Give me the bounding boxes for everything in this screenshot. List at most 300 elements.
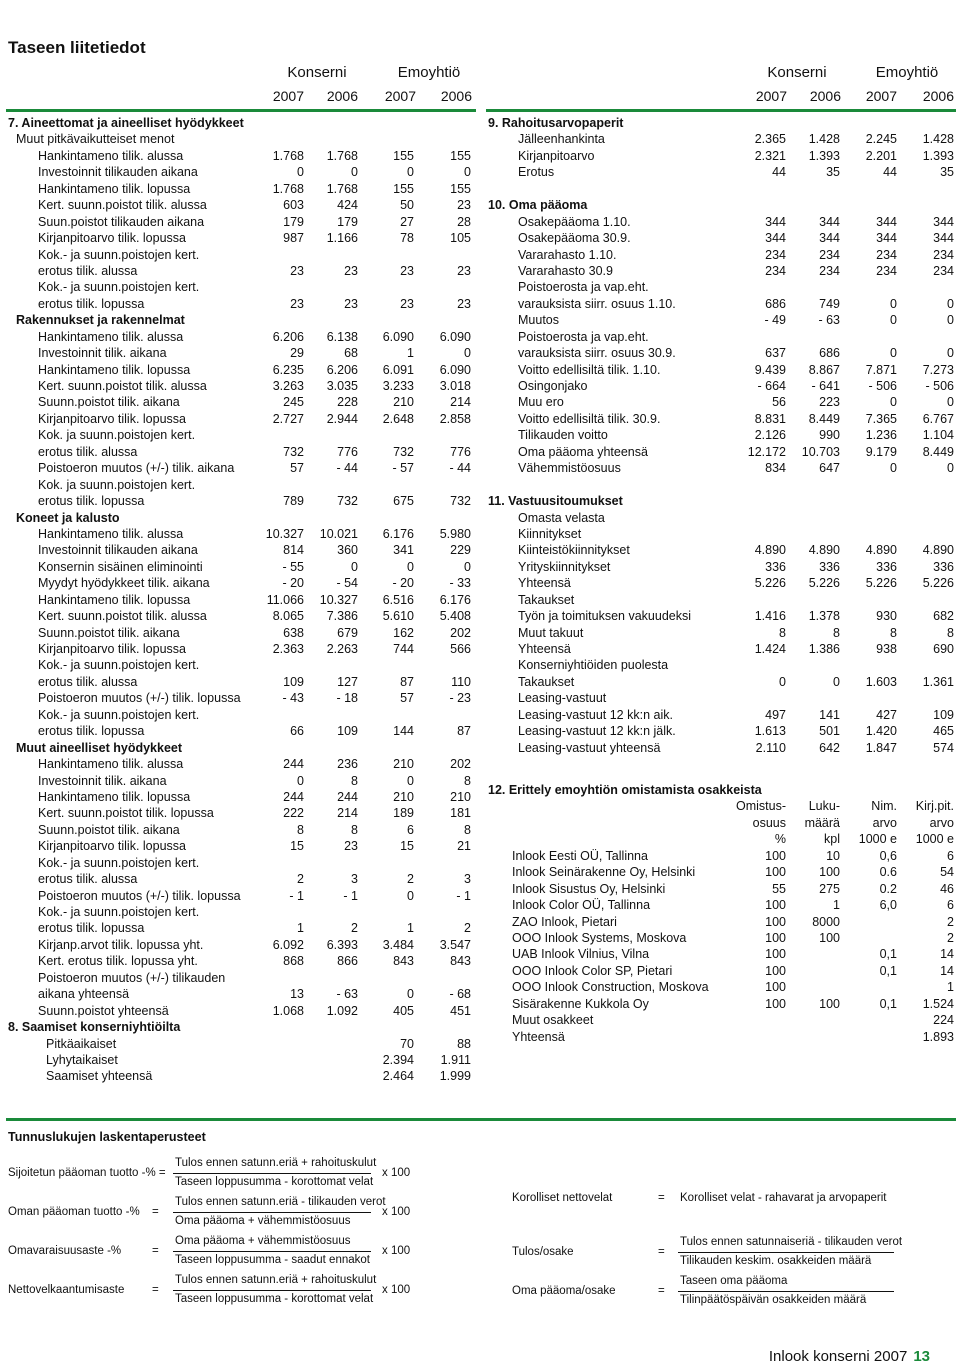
table-row (488, 444, 958, 460)
cell-value: 1.999 (439, 1069, 471, 1084)
section-heading-row (488, 197, 958, 213)
row-label: Kert. suunn.poistot tilik. alussa (38, 198, 207, 213)
cell-value: 1.386 (808, 642, 840, 656)
cell-value: 210 (393, 395, 414, 410)
cell-value: 275 (819, 881, 840, 896)
table-row (488, 707, 958, 723)
cell-value: 223 (819, 395, 840, 410)
table-row (8, 657, 478, 673)
cell-value: 0 (351, 559, 358, 574)
cell-value: 44 (772, 165, 786, 180)
row-label: Vararahasto 30.9 (518, 263, 613, 278)
table-row (488, 963, 958, 979)
fraction-line (173, 1173, 371, 1174)
cell-value: 6,0 (879, 898, 897, 913)
table-row (8, 970, 478, 986)
cell-value: 3.233 (382, 379, 414, 393)
cell-value: 6.516 (382, 592, 414, 607)
cell-value: 1.768 (272, 148, 304, 163)
fraction-line (173, 1212, 371, 1213)
year-header: 2007 (272, 88, 304, 104)
formulas-title: Tunnuslukujen laskentaperusteet (8, 1130, 206, 1144)
table-row (8, 953, 478, 969)
cell-value: 12.172 (747, 444, 786, 459)
row-label: Investoinnit tilik. aikana (38, 773, 167, 788)
formula-rule (6, 1118, 956, 1121)
section-heading: 10. Oma pääoma (488, 198, 588, 213)
cell-value: 732 (393, 444, 414, 459)
cell-value: 54 (940, 865, 954, 880)
table-row (8, 575, 478, 591)
cell-value: 0 (351, 165, 358, 180)
row-label: Hankintameno tilik. lopussa (38, 789, 191, 804)
row-label: Poistoeron muutos (+/-) tilik. aikana (38, 461, 235, 476)
row-label: Poistoerosta ja vap.eht. (518, 280, 649, 295)
cell-value: 690 (933, 642, 954, 656)
formula-denominator: Taseen loppusumma - korottomat velat (175, 1176, 374, 1188)
cell-value: - 55 (282, 559, 304, 574)
cell-value: 8 (890, 625, 897, 640)
row-label: Työn ja toimituksen vakuudeksi (518, 609, 692, 624)
cell-value: 100 (765, 848, 786, 863)
cell-value: 8.831 (754, 411, 786, 426)
cell-value: 2.648 (382, 411, 414, 426)
row-label: Kok.- ja suunn.poistojen kert. (38, 658, 200, 673)
cell-value: 0 (407, 559, 414, 574)
formula-denominator: Oma pääoma + vähemmistöosuus (175, 1215, 351, 1227)
cell-value: 228 (337, 395, 358, 410)
row-label: OOO Inlook Systems, Moskova (512, 930, 687, 945)
table-row (8, 1068, 478, 1084)
table-row (8, 690, 478, 706)
formula-name: Korolliset nettovelat (512, 1192, 613, 1204)
row-label: Hankintameno tilik. lopussa (38, 592, 191, 607)
row-label: Takaukset (518, 592, 575, 607)
cell-value: 843 (450, 954, 471, 969)
cell-value: 155 (450, 148, 471, 163)
cell-value: 6.090 (382, 329, 414, 344)
cell-value: - 1 (289, 888, 304, 903)
cell-value: 8 (464, 773, 471, 788)
formula-numerator: Tulos ennen satunn.eriä + rahoituskulut (175, 1157, 377, 1169)
table-row (488, 946, 958, 962)
row-label: Konserniyhtiöiden puolesta (518, 658, 669, 673)
cell-value: 0.6 (879, 865, 897, 880)
cell-value: 405 (393, 1003, 414, 1018)
cell-value: 1.613 (754, 724, 786, 739)
cell-value: 0 (947, 313, 954, 328)
cell-value: 23 (344, 839, 358, 854)
cell-value: 2.464 (382, 1069, 414, 1084)
row-label: erotus tilik. alussa (38, 674, 138, 689)
cell-value: 675 (393, 494, 414, 509)
cell-value: 990 (819, 428, 840, 443)
cell-value: 647 (819, 461, 840, 476)
table-row (8, 608, 478, 624)
row-label: Suunn.poistot tilik. aikana (38, 625, 180, 640)
row-label: erotus tilik. alussa (38, 263, 138, 278)
formula-multiplier: x 100 (382, 1245, 411, 1257)
cell-value: 3.018 (439, 379, 471, 393)
cell-value: 244 (283, 757, 304, 772)
cell-value: 1.420 (865, 724, 897, 739)
cell-value: 0 (947, 346, 954, 361)
formula-equals: = (658, 1192, 665, 1204)
row-label: Saamiset yhteensä (46, 1069, 153, 1084)
cell-value: 100 (765, 947, 786, 962)
cell-value: 6.138 (326, 329, 358, 344)
shares-table (488, 782, 958, 1045)
formula-equals: = (152, 1284, 159, 1296)
table-row (488, 1012, 958, 1028)
section-heading-row (488, 115, 958, 131)
row-label: erotus tilik. lopussa (38, 494, 145, 509)
table-row (488, 526, 958, 542)
cell-value: 3.547 (439, 937, 471, 952)
cell-value: 4.890 (808, 543, 840, 558)
header-rule (6, 109, 476, 112)
cell-value: 0 (464, 165, 471, 180)
row-label: Yhteensä (518, 576, 571, 591)
row-label: Hankintameno tilik. alussa (38, 148, 184, 163)
cell-value: 930 (876, 609, 897, 624)
cell-value: 4.890 (754, 543, 786, 558)
section-heading-row (488, 493, 958, 509)
row-label: Muut osakkeet (512, 1013, 594, 1028)
cell-value: 1.166 (326, 231, 358, 246)
fraction-line (678, 1252, 894, 1253)
table-row (8, 477, 478, 493)
cell-value: 344 (819, 231, 840, 246)
cell-value: - 664 (757, 379, 786, 393)
formula-equals: = (658, 1285, 665, 1297)
group-header-konserni: Konserni (287, 64, 347, 81)
cell-value: 109 (933, 707, 954, 722)
cell-value: 8.065 (272, 609, 304, 624)
cell-value: 1.428 (922, 132, 954, 147)
section-heading-row (8, 115, 478, 131)
cell-value: 0 (407, 165, 414, 180)
cell-value: 210 (450, 789, 471, 804)
cell-value: 6 (947, 898, 954, 913)
table-row (8, 805, 478, 821)
section-heading: 7. Aineettomat ja aineelliset hyödykkeet (8, 116, 244, 130)
table-row (8, 789, 478, 805)
formula-numerator: Oma pääoma + vähemmistöosuus (175, 1235, 351, 1247)
cell-value: 245 (283, 395, 304, 410)
row-label: erotus tilik. lopussa (38, 296, 145, 311)
cell-value: 1.768 (272, 181, 304, 196)
cell-value: 105 (450, 231, 471, 246)
cell-value: 236 (337, 757, 358, 772)
table-row (488, 625, 958, 641)
table-row (488, 460, 958, 476)
formula-equals: = (658, 1246, 665, 1258)
row-label: OOO Inlook Color SP, Pietari (512, 963, 673, 978)
table-row (488, 411, 958, 427)
cell-value: 344 (933, 231, 954, 246)
group-header-emoyhtio: Emoyhtiö (397, 64, 461, 81)
cell-value: 21 (457, 839, 471, 854)
section-heading-row (8, 312, 478, 328)
cell-value: 1.524 (922, 996, 954, 1011)
row-label: aikana yhteensä (38, 987, 130, 1002)
formula-multiplier: x 100 (382, 1206, 411, 1218)
table-row (488, 230, 958, 246)
left-table (8, 115, 478, 1085)
row-label: Kirjanpitoarvo tilik. lopussa (38, 642, 186, 656)
row-label: Muutos (518, 313, 559, 328)
cell-value: 66 (290, 724, 304, 739)
row-label: Kok.- ja suunn.poistojen kert. (38, 905, 200, 919)
table-row (8, 756, 478, 772)
table-row (488, 723, 958, 739)
cell-value: 2.126 (754, 428, 786, 443)
formula-name: Tulos/osake (512, 1246, 574, 1258)
row-label: Kok. ja suunn.poistojen kert. (38, 428, 196, 443)
row-label: Osingonjako (518, 379, 588, 393)
formula-text: Korolliset velat - rahavarat ja arvopaperit (680, 1192, 887, 1204)
row-label: Leasing-vastuut 12 kk:n jälk. (518, 724, 676, 739)
table-row (8, 674, 478, 690)
cell-value: 8 (947, 625, 954, 640)
cell-value: 1.428 (808, 132, 840, 147)
cell-value: 637 (765, 346, 786, 361)
formula-multiplier: x 100 (382, 1167, 411, 1179)
cell-value: 0 (464, 346, 471, 361)
cell-value: 344 (765, 231, 786, 246)
cell-value: 1 (407, 921, 414, 936)
cell-value: 0 (297, 165, 304, 180)
cell-value: 10 (826, 848, 840, 863)
cell-value: 202 (450, 625, 471, 640)
cell-value: 6 (407, 822, 414, 837)
table-row (8, 542, 478, 558)
column-header: 1000 e (858, 832, 897, 847)
cell-value: 100 (765, 865, 786, 880)
cell-value: 55 (772, 881, 786, 896)
cell-value: 214 (450, 395, 471, 410)
cell-value: 100 (819, 865, 840, 880)
cell-value: 234 (933, 247, 954, 262)
table-row (8, 773, 478, 789)
row-label: Hankintameno tilik. alussa (38, 329, 184, 344)
cell-value: 2 (947, 914, 954, 929)
cell-value: 7.273 (922, 362, 954, 377)
row-label: Voitto edellisiltä tilik. 30.9. (518, 411, 661, 426)
cell-value: - 57 (392, 461, 414, 476)
column-header-row (488, 798, 958, 814)
section-heading: 9. Rahoitusarvopaperit (488, 116, 624, 130)
table-row (8, 723, 478, 739)
cell-value: 1.068 (272, 1003, 304, 1018)
table-row (8, 263, 478, 279)
row-label: Jälleenhankinta (518, 132, 605, 147)
row-label: Inlook Eesti OÜ, Tallinna (512, 848, 648, 863)
cell-value: 8.449 (808, 411, 840, 426)
cell-value: 3.484 (382, 937, 414, 952)
cell-value: 1.236 (865, 428, 897, 443)
formula-numerator: Tulos ennen satunn.eriä + rahoituskulut (175, 1274, 377, 1286)
row-label: Kert. erotus tilik. lopussa yht. (38, 954, 198, 969)
row-label: Kirjanp.arvot tilik. lopussa yht. (38, 937, 204, 952)
row-label: Kok.- ja suunn.poistojen kert. (38, 855, 200, 870)
row-label: Konsernin sisäinen eliminointi (38, 559, 203, 574)
row-label: Suunn.poistot yhteensä (38, 1003, 169, 1018)
cell-value: 0 (947, 395, 954, 410)
cell-value: - 506 (925, 379, 954, 393)
table-row (488, 279, 958, 295)
cell-value: 0 (297, 773, 304, 788)
cell-value: 23 (457, 263, 471, 278)
cell-value: 1.768 (326, 181, 358, 196)
cell-value: 5.226 (754, 576, 786, 591)
formula-denominator: Tilinpäätöspäivän osakkeiden määrä (680, 1294, 867, 1306)
cell-value: 360 (337, 543, 358, 558)
table-row (8, 279, 478, 295)
row-label: Muu ero (518, 395, 564, 410)
cell-value: 7.386 (326, 609, 358, 624)
cell-value: - 506 (868, 379, 897, 393)
cell-value: 11.066 (266, 592, 304, 607)
formula-name: Omavaraisuusaste -% (8, 1245, 122, 1257)
table-row (488, 641, 958, 657)
cell-value: 234 (876, 247, 897, 262)
table-row (8, 493, 478, 509)
table-row (488, 930, 958, 946)
row-label: Hankintameno tilik. alussa (38, 757, 184, 772)
row-label: Kok.- ja suunn.poistojen kert. (38, 707, 200, 722)
section-heading: 11. Vastuusitoumukset (488, 494, 623, 509)
cell-value: 1.768 (326, 148, 358, 163)
cell-value: 78 (400, 231, 414, 246)
cell-value: 214 (337, 806, 358, 821)
table-row (488, 542, 958, 558)
table-row (8, 920, 478, 936)
footer-text: Inlook konserni 2007 (768, 1348, 908, 1365)
cell-value: 23 (457, 296, 471, 311)
cell-value: 5.226 (922, 576, 954, 591)
row-label: Hankintameno tilik. lopussa (38, 362, 191, 377)
cell-value: 2 (407, 872, 414, 887)
table-row (488, 329, 958, 345)
cell-value: 1 (407, 346, 414, 361)
formula-numerator: Tulos ennen satunnaiseriä - tilikauden verot (680, 1236, 903, 1248)
cell-value: 0 (464, 559, 471, 574)
row-label: Kirjanpitoarvo (518, 148, 595, 163)
section-heading-row (8, 1019, 478, 1035)
cell-value: 1.378 (808, 609, 840, 624)
row-label: Inlook Sisustus Oy, Helsinki (512, 881, 666, 896)
column-header: Luku- (808, 799, 840, 814)
cell-value: 1.393 (922, 148, 954, 163)
cell-value: 843 (393, 954, 414, 969)
cell-value: 1.847 (865, 740, 897, 755)
row-label: Kok.- ja suunn.poistojen kert. (38, 280, 200, 295)
cell-value: 23 (344, 263, 358, 278)
cell-value: 0,6 (879, 848, 897, 863)
row-label: Pitkäaikaiset (46, 1036, 117, 1051)
row-label: Leasing-vastuut yhteensä (518, 740, 661, 755)
cell-value: 8.449 (922, 444, 954, 459)
table-row (488, 864, 958, 880)
cell-value: 2.858 (439, 411, 471, 426)
cell-value: 229 (450, 543, 471, 558)
cell-value: - 43 (282, 691, 304, 706)
cell-value: 603 (283, 198, 304, 213)
row-label: Investoinnit tilik. aikana (38, 346, 167, 361)
row-label: Osakepääoma 1.10. (518, 214, 631, 229)
row-label: Kirjanpitoarvo tilik. lopussa (38, 231, 186, 246)
cell-value: 23 (290, 263, 304, 278)
year-header: 2006 (809, 88, 841, 104)
cell-value: 162 (393, 625, 414, 640)
cell-value: - 1 (456, 888, 471, 903)
cell-value: - 63 (336, 987, 358, 1002)
cell-value: 46 (940, 881, 954, 896)
cell-value: 5.226 (808, 576, 840, 591)
cell-value: 57 (290, 461, 304, 476)
cell-value: 15 (400, 839, 414, 854)
cell-value: 8 (779, 625, 786, 640)
cell-value: 210 (393, 757, 414, 772)
row-label: varauksista siirr. osuus 1.10. (518, 296, 676, 311)
cell-value: - 54 (336, 576, 358, 591)
cell-value: 336 (765, 559, 786, 574)
row-label: Investoinnit tilikauden aikana (38, 165, 198, 180)
cell-value: 88 (457, 1036, 471, 1051)
column-header-row (488, 831, 958, 847)
table-row (8, 427, 478, 443)
cell-value: 6.767 (922, 411, 954, 426)
row-label: erotus tilik. alussa (38, 872, 138, 887)
row-label: Oma pääoma yhteensä (518, 444, 648, 459)
cell-value: 1.092 (326, 1003, 358, 1018)
cell-value: 0,1 (879, 947, 897, 962)
year-header: 2006 (440, 88, 472, 104)
table-row (488, 394, 958, 410)
table-row (8, 378, 478, 394)
row-label: Muut takuut (518, 625, 584, 640)
cell-value: 0,1 (879, 963, 897, 978)
cell-value: 44 (883, 165, 897, 180)
cell-value: 6.206 (272, 329, 304, 344)
table-row (488, 592, 958, 608)
table-row (488, 247, 958, 263)
cell-value: 0 (890, 461, 897, 476)
row-label: Sisärakenne Kukkola Oy (512, 996, 649, 1011)
cell-value: 336 (933, 559, 954, 574)
cell-value: 344 (819, 214, 840, 229)
cell-value: 29 (290, 346, 304, 361)
cell-value: 6.206 (326, 362, 358, 377)
column-header: osuus (752, 815, 786, 830)
header-rule (486, 109, 956, 112)
cell-value: 6.235 (272, 362, 304, 377)
row-label: Kirjanpitoarvo tilik. lopussa (38, 411, 186, 426)
table-row (488, 510, 958, 526)
table-row (488, 263, 958, 279)
cell-value: 6.176 (439, 592, 471, 607)
row-label: Leasing-vastuut 12 kk:n aik. (518, 707, 673, 722)
table-row (8, 707, 478, 723)
cell-value: 109 (283, 674, 304, 689)
cell-value: - 49 (764, 313, 786, 328)
cell-value: 244 (337, 789, 358, 804)
cell-value: 0 (890, 313, 897, 328)
row-label: Kok. ja suunn.poistojen kert. (38, 477, 196, 492)
cell-value: 0.2 (879, 881, 897, 896)
